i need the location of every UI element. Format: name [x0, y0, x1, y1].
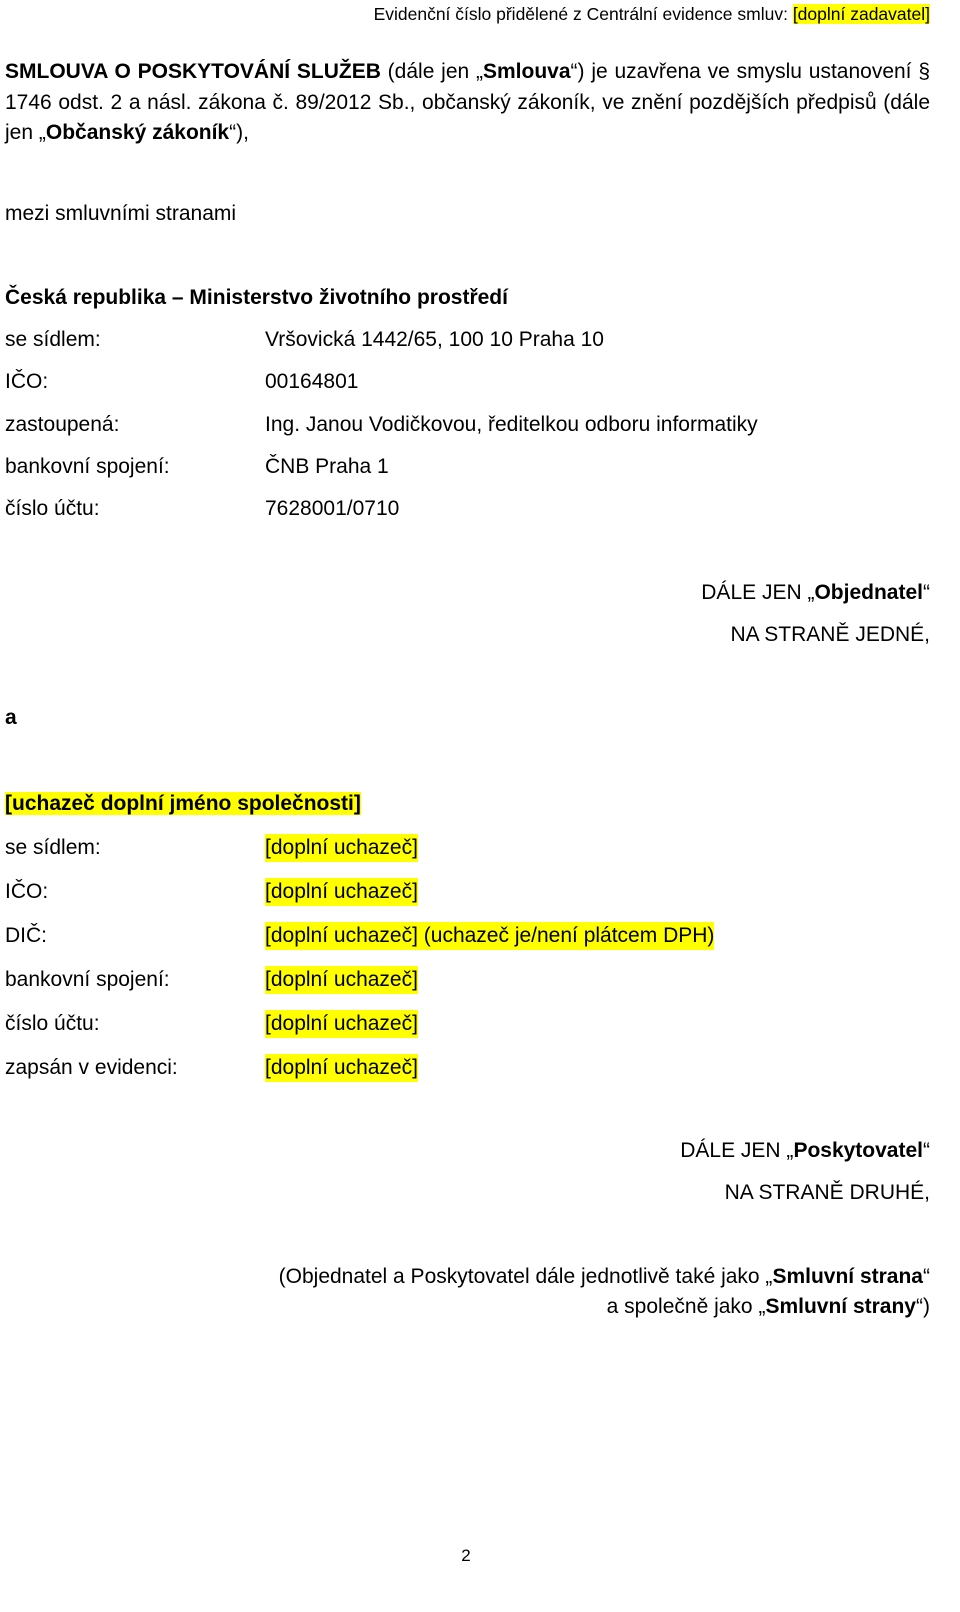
header-placeholder: [doplní zadavatel] — [792, 4, 930, 24]
party1-ico-value: 00164801 — [265, 370, 359, 393]
party2-role-name: Poskytovatel — [793, 1139, 923, 1162]
party2-dic-label: DIČ: — [5, 924, 47, 947]
party1-representative-label: zastoupená: — [5, 413, 120, 436]
intro-text-2: “) je uzavřena ve smyslu ustanovení § 1746 odst. 2 a násl. zákona č. 89/2012 Sb., občanský zákoník, ve znění pozdějších předpisů (dále jen „ — [5, 60, 930, 144]
contract-intro — [5, 57, 930, 149]
note-line-2-c: “) — [916, 1295, 930, 1318]
term-smlouva: Smlouva — [483, 60, 571, 83]
party2-role-suffix: “ — [923, 1139, 930, 1162]
party2-seat-value: [doplní uchazeč] — [265, 834, 418, 862]
page-number: 2 — [461, 1546, 471, 1565]
party2-registry-label: zapsán v evidenci: — [5, 1056, 178, 1079]
term-smluvni-strana: Smluvní strana — [772, 1265, 923, 1288]
note-line-1-c: “ — [923, 1265, 930, 1288]
party2-role — [680, 1137, 930, 1165]
party2-ico-value: [doplní uchazeč] — [265, 878, 418, 906]
party1-bank-value: ČNB Praha 1 — [265, 455, 389, 478]
contract-title: SMLOUVA O POSKYTOVÁNÍ SLUŽEB — [5, 60, 381, 83]
party2-name-text: [uchazeč doplní jméno společnosti] — [5, 792, 361, 815]
party2-side: NA STRANĚ DRUHÉ, — [724, 1181, 930, 1204]
party1-seat-value: Vršovická 1442/65, 100 10 Praha 10 — [265, 328, 604, 351]
intro-text-3: “), — [229, 121, 249, 144]
party1-representative-value: Ing. Janou Vodičkovou, ředitelkou odboru informatiky — [265, 413, 758, 436]
note-line-1 — [279, 1263, 930, 1291]
party1-seat-label: se sídlem: — [5, 328, 101, 351]
party2-account-label: číslo účtu: — [5, 1012, 100, 1035]
party2-bank-label: bankovní spojení: — [5, 968, 170, 991]
party2-seat-label: se sídlem: — [5, 836, 101, 859]
party2-dic-value: [doplní uchazeč] (uchazeč je/není plátcem DPH) — [265, 922, 714, 950]
conjunction-and — [5, 704, 17, 732]
party2-name — [5, 790, 361, 818]
party1-account-value: 7628001/0710 — [265, 497, 400, 520]
between-parties: mezi smluvními stranami — [5, 202, 237, 225]
party1-bank-label: bankovní spojení: — [5, 455, 170, 478]
party1-ico-label: IČO: — [5, 370, 49, 393]
party2-ico-label: IČO: — [5, 880, 49, 903]
term-obcansky-zakonik: Občanský zákoník — [45, 121, 230, 144]
note-line-2 — [607, 1293, 930, 1321]
party1-account-label: číslo účtu: — [5, 497, 100, 520]
page-header — [374, 2, 930, 26]
party2-account-value: [doplní uchazeč] — [265, 1010, 418, 1038]
party1-name — [5, 284, 508, 312]
term-smluvni-strany: Smluvní strany — [765, 1295, 916, 1318]
party1-name-text: Česká republika – Ministerstvo životního prostředí — [5, 286, 508, 309]
party1-role — [701, 579, 930, 607]
header-prefix: Evidenční číslo přidělené z Centrální evidence smluv: — [373, 4, 793, 24]
note-line-2-a: a společně jako „ — [606, 1295, 766, 1318]
party1-role-suffix: “ — [923, 581, 930, 604]
intro-text-1: (dále jen „ — [380, 60, 483, 83]
party2-registry-value: [doplní uchazeč] — [265, 1054, 418, 1082]
party1-role-name: Objednatel — [814, 581, 923, 604]
note-line-1-a: (Objednatel a Poskytovatel dále jednotlivě také jako „ — [278, 1265, 773, 1288]
party2-bank-value: [doplní uchazeč] — [265, 966, 418, 994]
party1-role-prefix: DÁLE JEN „ — [701, 581, 815, 604]
conjunction-and-text: a — [5, 706, 17, 729]
party2-role-prefix: DÁLE JEN „ — [680, 1139, 794, 1162]
party1-side: NA STRANĚ JEDNÉ, — [730, 623, 930, 646]
